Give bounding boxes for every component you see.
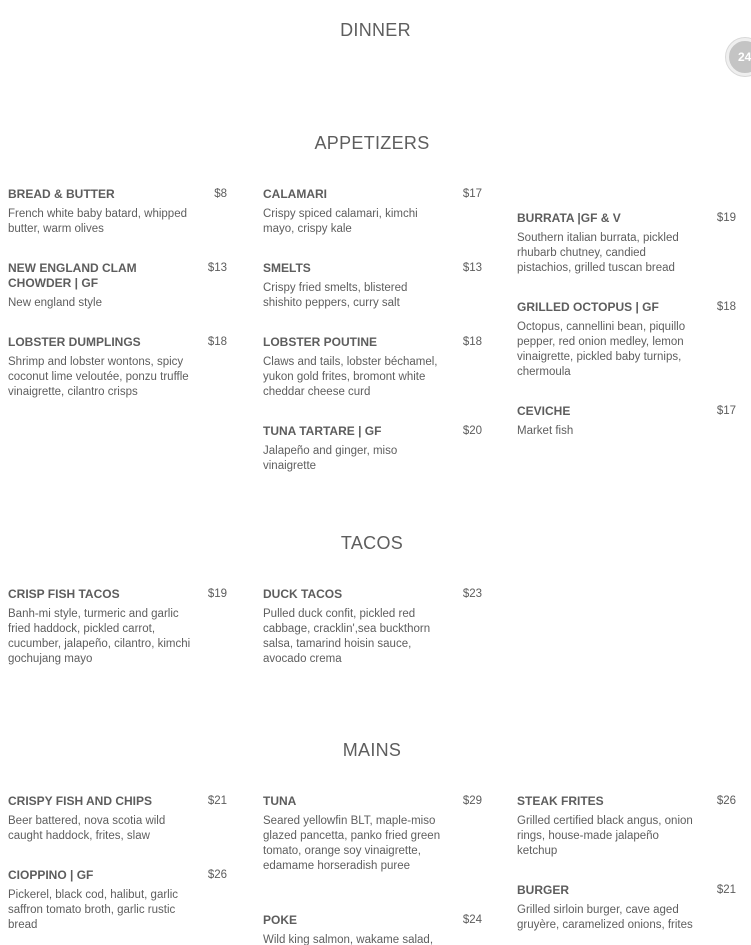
item-price: $18 <box>462 336 482 348</box>
section-title-appetizers: APPETIZERS <box>314 133 430 153</box>
item-name: CRISPY FISH AND CHIPS <box>8 794 153 808</box>
menu-item <box>263 587 482 667</box>
item-price: $20 <box>462 425 482 437</box>
item-price: $24 <box>462 914 482 926</box>
item-name: DUCK TACOS <box>263 587 343 601</box>
item-description: Pickerel, black cod, halibut, garlic saffron tomato broth, garlic rustic bread <box>8 889 179 931</box>
item-price: $18 <box>207 336 227 348</box>
menu-item <box>263 187 482 237</box>
item-name: BURRATA |GF & V <box>517 211 621 225</box>
item-price: $17 <box>716 405 736 417</box>
item-description: Crispy fried smelts, blistered shishito peppers, curry salt <box>263 282 408 309</box>
item-price: $26 <box>716 795 736 807</box>
item-description: Grilled certified black angus, onion rings, house-made jalapeño ketchup <box>517 815 693 857</box>
menu-item <box>8 261 227 311</box>
menu-item <box>263 913 482 945</box>
item-description: Crispy spiced calamari, kimchi mayo, crispy kale <box>263 208 418 235</box>
menu-item <box>8 335 227 400</box>
item-name: BURGER <box>517 883 570 897</box>
menu-item <box>517 883 736 933</box>
item-price: $18 <box>716 301 736 313</box>
item-description: Shrimp and lobster wontons, spicy coconut lime veloutée, ponzu truffle vinaigrette, cilantro crisps <box>8 356 189 398</box>
item-description: New england style <box>8 297 102 309</box>
item-price: $26 <box>207 869 227 881</box>
item-description: Pulled duck confit, pickled red cabbage, cracklin',sea buckthorn salsa, tamarind hoisin sauce, avocado crema <box>263 608 431 665</box>
menu-item <box>517 300 736 380</box>
item-description: Beer battered, nova scotia wild caught haddock, frites, slaw <box>8 815 166 842</box>
item-price: $29 <box>462 795 482 807</box>
item-price: $21 <box>207 795 227 807</box>
section-title-mains: MAINS <box>342 740 402 760</box>
item-name: CIOPPINO | GF <box>8 868 94 882</box>
item-description: Grilled sirloin burger, cave aged gruyère, caramelized onions, frites <box>517 904 693 931</box>
item-description: Wild king salmon, wakame salad, <box>263 934 434 945</box>
item-price: $21 <box>716 884 736 896</box>
item-price: $8 <box>214 188 227 200</box>
item-name: BREAD & BUTTER <box>8 187 115 201</box>
item-name: SMELTS <box>263 261 311 275</box>
item-description: Southern italian burrata, pickled rhubarb chutney, candied pistachios, grilled tuscan bread <box>517 232 679 274</box>
menu-item <box>8 187 227 237</box>
item-price: $19 <box>716 212 736 224</box>
menu-item <box>263 794 482 874</box>
item-name: STEAK FRITES <box>517 794 604 808</box>
badge-text: 24 <box>738 50 751 64</box>
item-description: French white baby batard, whipped butter, warm olives <box>8 208 187 235</box>
item-description: Seared yellowfin BLT, maple-miso glazed pancetta, panko fried green tomato, orange soy vinaigrette, edamame horseradish puree <box>263 815 441 872</box>
menu-item <box>263 335 482 400</box>
item-name: GRILLED OCTOPUS | GF <box>517 300 659 314</box>
item-name: CRISP FISH TACOS <box>8 587 120 601</box>
floating-badge[interactable] <box>726 38 751 76</box>
menu-item <box>8 587 227 667</box>
item-name: CALAMARI <box>263 187 327 201</box>
item-name: TUNA <box>263 794 297 808</box>
item-name: TUNA TARTARE | GF <box>263 424 382 438</box>
menu-item <box>8 868 227 933</box>
item-price: $19 <box>207 588 227 600</box>
section-title-tacos: TACOS <box>340 533 404 553</box>
item-name: NEW ENGLAND CLAM CHOWDER | GF <box>8 261 137 290</box>
page-title: DINNER <box>340 20 411 40</box>
menu-item <box>8 794 227 844</box>
item-price: $17 <box>462 188 482 200</box>
menu-item <box>517 404 736 439</box>
item-price: $13 <box>462 262 482 274</box>
item-name: LOBSTER DUMPLINGS <box>8 335 141 349</box>
item-description: Claws and tails, lobster béchamel, yukon gold frites, bromont white cheddar cheese curd <box>263 356 438 398</box>
item-description: Jalapeño and ginger, miso vinaigrette <box>263 445 398 472</box>
item-name: CEVICHE <box>517 404 571 418</box>
item-price: $23 <box>462 588 482 600</box>
item-description: Octopus, cannellini bean, piquillo pepper, red onion medley, lemon vinaigrette, pickled baby turnips, chermoula <box>517 321 686 378</box>
item-name: POKE <box>263 913 298 927</box>
item-description: Market fish <box>517 425 574 437</box>
menu-item <box>263 424 482 474</box>
item-description: Banh-mi style, turmeric and garlic fried haddock, pickled carrot, cucumber, jalapeño, cilantro, kimchi gochujang mayo <box>8 608 191 665</box>
item-price: $13 <box>207 262 227 274</box>
menu-item <box>517 794 736 859</box>
menu-item <box>263 261 482 311</box>
menu-item <box>517 211 736 276</box>
item-name: LOBSTER POUTINE <box>263 335 378 349</box>
